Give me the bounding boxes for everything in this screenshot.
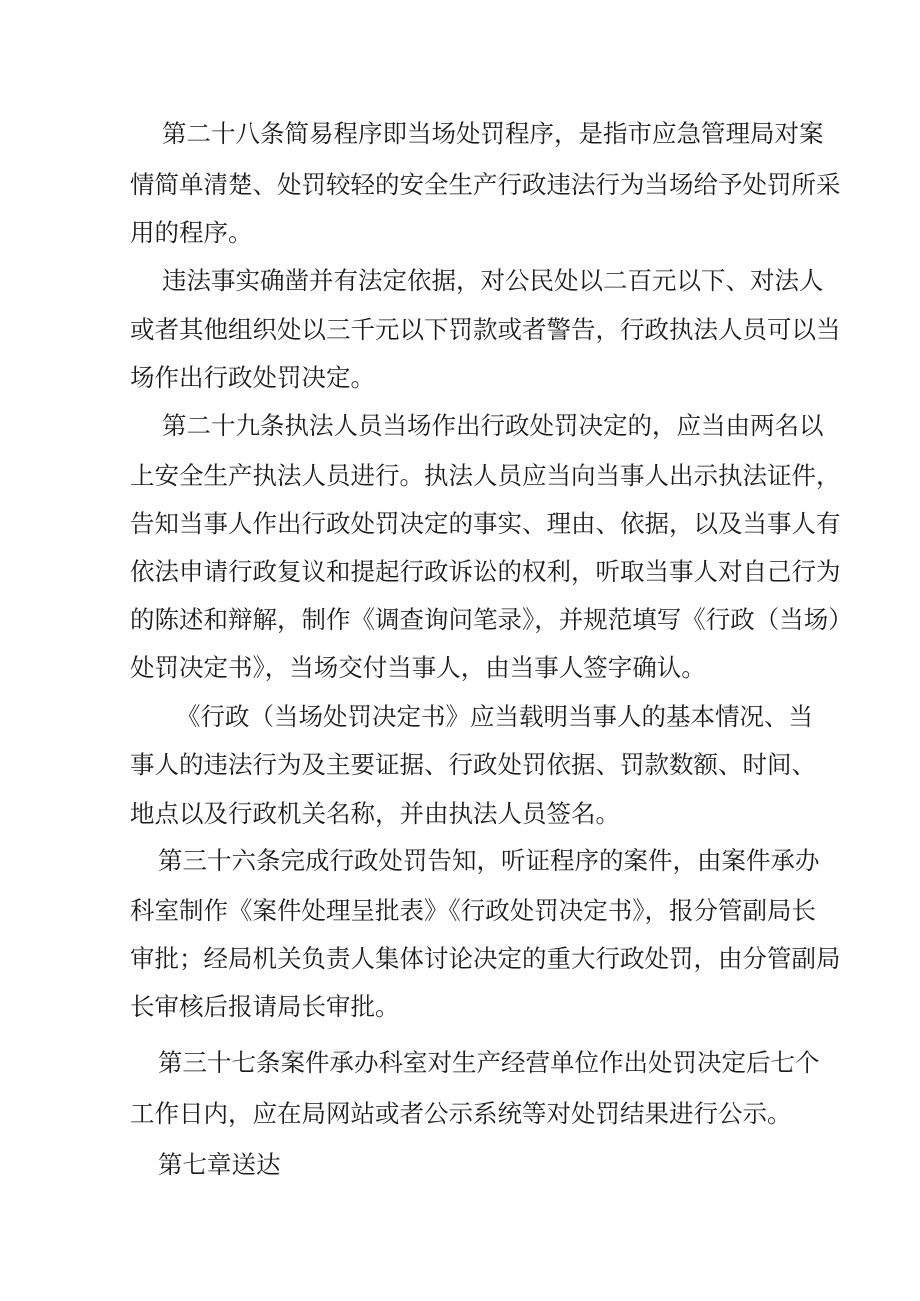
paragraph-4-line-1: 《行政（当场处罚决定书》应当载明当事人的基本情况、当: [176, 702, 813, 731]
paragraph-3-line-2: 上安全生产执法人员进行。执法人员应当向当事人出示执法证件，: [130, 461, 841, 490]
paragraph-2-line-1: 违法事实确凿并有法定依据，对公民处以二百元以下、对法人: [162, 266, 824, 295]
paragraph-3-line-6: 处罚决定书》，当场交付当事人，由当事人签字确认。: [130, 653, 706, 682]
paragraph-1-line-3: 用的程序。: [130, 218, 253, 247]
paragraph-4-line-2: 事人的违法行为及主要证据、行政处罚依据、罚款数额、时间、: [130, 750, 816, 779]
paragraph-1-line-2: 情简单清楚、处罚较轻的安全生产行政违法行为当场给予处罚所采: [130, 170, 841, 199]
paragraph-5-line-3: 审批；经局机关负责人集体讨论决定的重大行政处罚，由分管副局: [130, 944, 841, 973]
paragraph-3-line-1: 第二十九条执法人员当场作出行政处罚决定的，应当由两名以: [162, 411, 824, 440]
paragraph-2-line-3: 场作出行政处罚决定。: [130, 363, 375, 392]
paragraph-1-line-1: 第二十八条简易程序即当场处罚程序，是指市应急管理局对案: [162, 119, 824, 148]
paragraph-5-line-1: 第三十六条完成行政处罚告知，听证程序的案件，由案件承办: [158, 846, 820, 875]
chapter-heading: 第七章送达: [158, 1150, 281, 1179]
paragraph-4-line-3: 地点以及行政机关名称，并由执法人员签名。: [130, 799, 620, 828]
paragraph-6-line-2: 工作日内，应在局网站或者公示系统等对处罚结果进行公示。: [130, 1099, 792, 1128]
paragraph-5-line-2: 科室制作《案件处理呈批表》《行政处罚决定书》，报分管副局长: [130, 896, 816, 925]
paragraph-2-line-2: 或者其他组织处以三千元以下罚款或者警告，行政执法人员可以当: [130, 315, 841, 344]
paragraph-3-line-3: 告知当事人作出行政处罚决定的事实、理由、依据，以及当事人有: [130, 509, 841, 538]
paragraph-3-line-5: 的陈述和辩解，制作《调查询问笔录》，并规范填写《行政（当场）: [130, 605, 853, 634]
paragraph-6-line-1: 第三十七条案件承办科室对生产经营单位作出处罚决定后七个: [158, 1048, 820, 1077]
paragraph-5-line-4: 长审核后报请局长审批。: [130, 992, 400, 1021]
paragraph-3-line-4: 依法申请行政复议和提起行政诉讼的权利，听取当事人对自己行为: [130, 557, 841, 586]
